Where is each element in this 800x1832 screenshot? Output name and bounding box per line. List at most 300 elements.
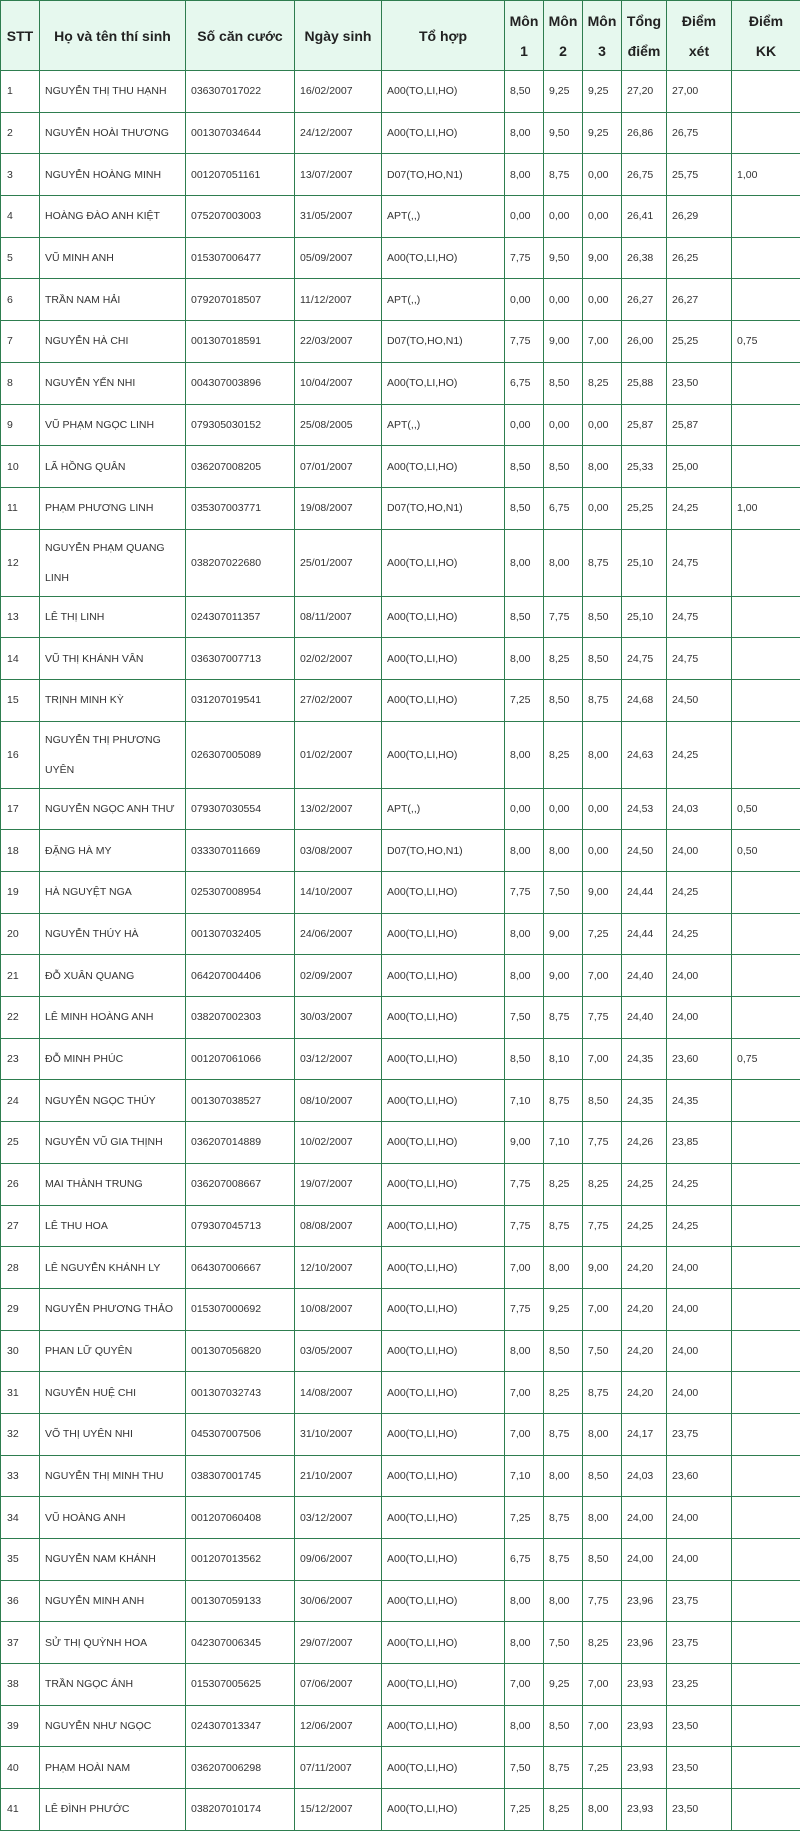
cell-combo: A00(TO,LI,HO) — [382, 446, 505, 488]
cell-diem-kk — [732, 279, 800, 321]
cell-total: 26,38 — [622, 237, 667, 279]
cell-stt: 28 — [1, 1247, 40, 1289]
cell-mon2: 8,75 — [544, 154, 583, 196]
cell-diem-kk — [732, 1789, 800, 1831]
cell-diem-xet: 24,50 — [667, 679, 732, 721]
cell-mon1: 7,75 — [505, 237, 544, 279]
cell-diem-kk — [732, 1080, 800, 1122]
cell-dob: 19/08/2007 — [295, 487, 382, 529]
cell-id-number: 045307007506 — [186, 1413, 295, 1455]
cell-diem-xet: 24,00 — [667, 1330, 732, 1372]
cell-stt: 30 — [1, 1330, 40, 1372]
cell-id-number: 079307030554 — [186, 788, 295, 830]
cell-name: VÕ THỊ UYÊN NHI — [40, 1413, 186, 1455]
cell-combo: A00(TO,LI,HO) — [382, 1413, 505, 1455]
cell-diem-xet: 26,25 — [667, 237, 732, 279]
cell-mon2: 8,75 — [544, 1747, 583, 1789]
cell-total: 24,17 — [622, 1413, 667, 1455]
cell-diem-xet: 24,75 — [667, 638, 732, 680]
cell-mon2: 9,25 — [544, 1664, 583, 1706]
cell-stt: 13 — [1, 596, 40, 638]
cell-combo: A00(TO,LI,HO) — [382, 872, 505, 914]
cell-stt: 11 — [1, 487, 40, 529]
cell-diem-kk — [732, 1288, 800, 1330]
cell-mon3: 7,00 — [583, 1288, 622, 1330]
cell-diem-kk — [732, 1539, 800, 1581]
cell-mon1: 7,75 — [505, 1205, 544, 1247]
cell-mon1: 7,75 — [505, 321, 544, 363]
cell-name: NGUYỄN THỊ THU HẠNH — [40, 71, 186, 113]
cell-combo: A00(TO,LI,HO) — [382, 71, 505, 113]
cell-mon3: 8,25 — [583, 1622, 622, 1664]
cell-stt: 19 — [1, 872, 40, 914]
cell-name: VŨ HOÀNG ANH — [40, 1497, 186, 1539]
cell-mon1: 7,50 — [505, 1747, 544, 1789]
cell-mon3: 8,25 — [583, 362, 622, 404]
cell-stt: 6 — [1, 279, 40, 321]
cell-mon2: 8,25 — [544, 638, 583, 680]
cell-mon1: 8,00 — [505, 154, 544, 196]
cell-combo: A00(TO,LI,HO) — [382, 1122, 505, 1164]
cell-combo: D07(TO,HO,N1) — [382, 487, 505, 529]
cell-mon3: 8,50 — [583, 596, 622, 638]
cell-total: 25,87 — [622, 404, 667, 446]
cell-mon3: 0,00 — [583, 830, 622, 872]
cell-diem-kk — [732, 1330, 800, 1372]
cell-diem-kk — [732, 404, 800, 446]
cell-id-number: 075207003003 — [186, 196, 295, 238]
cell-name: PHAN LỮ QUYÊN — [40, 1330, 186, 1372]
cell-diem-xet: 23,85 — [667, 1122, 732, 1164]
cell-stt: 3 — [1, 154, 40, 196]
cell-stt: 2 — [1, 112, 40, 154]
cell-mon2: 8,75 — [544, 997, 583, 1039]
cell-id-number: 001307056820 — [186, 1330, 295, 1372]
cell-mon3: 0,00 — [583, 279, 622, 321]
cell-mon3: 8,25 — [583, 1163, 622, 1205]
cell-name: NGUYỄN NHƯ NGỌC — [40, 1705, 186, 1747]
cell-name: PHẠM PHƯƠNG LINH — [40, 487, 186, 529]
cell-mon3: 7,75 — [583, 1205, 622, 1247]
cell-id-number: 015307000692 — [186, 1288, 295, 1330]
cell-dob: 25/01/2007 — [295, 529, 382, 596]
cell-combo: APT(,,) — [382, 788, 505, 830]
cell-total: 24,75 — [622, 638, 667, 680]
cell-name: NGUYỄN NAM KHÁNH — [40, 1539, 186, 1581]
cell-id-number: 064307006667 — [186, 1247, 295, 1289]
cell-mon2: 8,25 — [544, 1163, 583, 1205]
cell-stt: 36 — [1, 1580, 40, 1622]
cell-total: 24,35 — [622, 1038, 667, 1080]
cell-total: 24,20 — [622, 1247, 667, 1289]
cell-dob: 10/08/2007 — [295, 1288, 382, 1330]
cell-diem-kk — [732, 679, 800, 721]
cell-name: NGUYỄN HUỆ CHI — [40, 1372, 186, 1414]
cell-mon2: 0,00 — [544, 404, 583, 446]
cell-combo: A00(TO,LI,HO) — [382, 638, 505, 680]
cell-mon1: 7,75 — [505, 1288, 544, 1330]
cell-diem-kk — [732, 112, 800, 154]
cell-name: NGUYỄN NGỌC THÚY — [40, 1080, 186, 1122]
cell-total: 23,93 — [622, 1664, 667, 1706]
cell-diem-xet: 23,50 — [667, 1747, 732, 1789]
cell-dob: 16/02/2007 — [295, 71, 382, 113]
cell-diem-xet: 26,27 — [667, 279, 732, 321]
table-row — [1, 955, 800, 997]
cell-total: 26,27 — [622, 279, 667, 321]
cell-stt: 34 — [1, 1497, 40, 1539]
cell-diem-kk — [732, 1163, 800, 1205]
table-row — [1, 1622, 800, 1664]
cell-combo: D07(TO,HO,N1) — [382, 830, 505, 872]
cell-dob: 11/12/2007 — [295, 279, 382, 321]
cell-diem-kk — [732, 997, 800, 1039]
table-row — [1, 1539, 800, 1581]
cell-id-number: 024307011357 — [186, 596, 295, 638]
cell-total: 24,20 — [622, 1288, 667, 1330]
cell-name: SỬ THỊ QUỲNH HOA — [40, 1622, 186, 1664]
cell-dob: 07/06/2007 — [295, 1664, 382, 1706]
cell-combo: APT(,,) — [382, 196, 505, 238]
cell-mon2: 7,50 — [544, 1622, 583, 1664]
cell-name: ĐỖ MINH PHÚC — [40, 1038, 186, 1080]
cell-mon1: 8,00 — [505, 830, 544, 872]
table-row — [1, 1497, 800, 1539]
cell-total: 27,20 — [622, 71, 667, 113]
cell-diem-xet: 24,25 — [667, 913, 732, 955]
cell-diem-kk — [732, 1122, 800, 1164]
cell-diem-xet: 23,50 — [667, 362, 732, 404]
cell-stt: 33 — [1, 1455, 40, 1497]
cell-mon1: 8,50 — [505, 596, 544, 638]
cell-stt: 5 — [1, 237, 40, 279]
cell-id-number: 001207060408 — [186, 1497, 295, 1539]
header-dob: Ngày sinh — [295, 1, 382, 71]
cell-id-number: 024307013347 — [186, 1705, 295, 1747]
cell-mon3: 0,00 — [583, 154, 622, 196]
cell-name: VŨ THỊ KHÁNH VÂN — [40, 638, 186, 680]
cell-dob: 12/10/2007 — [295, 1247, 382, 1289]
cell-mon3: 7,00 — [583, 1705, 622, 1747]
cell-diem-xet: 23,75 — [667, 1580, 732, 1622]
cell-dob: 24/12/2007 — [295, 112, 382, 154]
cell-name: NGUYỄN THÚY HÀ — [40, 913, 186, 955]
cell-mon1: 8,00 — [505, 913, 544, 955]
cell-diem-kk: 0,50 — [732, 830, 800, 872]
cell-diem-kk: 1,00 — [732, 154, 800, 196]
cell-diem-kk — [732, 638, 800, 680]
cell-mon2: 8,50 — [544, 1705, 583, 1747]
cell-id-number: 036207006298 — [186, 1747, 295, 1789]
cell-mon3: 7,25 — [583, 913, 622, 955]
cell-combo: A00(TO,LI,HO) — [382, 997, 505, 1039]
cell-stt: 7 — [1, 321, 40, 363]
cell-diem-kk — [732, 913, 800, 955]
cell-id-number: 015307006477 — [186, 237, 295, 279]
cell-mon1: 7,75 — [505, 872, 544, 914]
cell-diem-xet: 24,00 — [667, 955, 732, 997]
table-row — [1, 1247, 800, 1289]
cell-combo: D07(TO,HO,N1) — [382, 321, 505, 363]
cell-id-number: 035307003771 — [186, 487, 295, 529]
cell-dob: 03/05/2007 — [295, 1330, 382, 1372]
cell-diem-kk — [732, 1747, 800, 1789]
cell-combo: A00(TO,LI,HO) — [382, 913, 505, 955]
cell-mon2: 0,00 — [544, 788, 583, 830]
cell-id-number: 079307045713 — [186, 1205, 295, 1247]
cell-name: LÊ NGUYỄN KHÁNH LY — [40, 1247, 186, 1289]
cell-diem-xet: 24,03 — [667, 788, 732, 830]
cell-mon1: 0,00 — [505, 196, 544, 238]
cell-id-number: 031207019541 — [186, 679, 295, 721]
cell-mon2: 0,00 — [544, 196, 583, 238]
cell-mon1: 6,75 — [505, 1539, 544, 1581]
cell-mon3: 8,75 — [583, 679, 622, 721]
cell-mon1: 0,00 — [505, 788, 544, 830]
cell-mon2: 9,25 — [544, 71, 583, 113]
cell-mon1: 7,10 — [505, 1080, 544, 1122]
cell-mon3: 7,75 — [583, 1122, 622, 1164]
cell-mon3: 9,00 — [583, 1247, 622, 1289]
cell-diem-xet: 26,75 — [667, 112, 732, 154]
cell-mon1: 7,00 — [505, 1372, 544, 1414]
cell-total: 26,41 — [622, 196, 667, 238]
cell-mon3: 8,75 — [583, 529, 622, 596]
cell-mon1: 7,25 — [505, 679, 544, 721]
cell-name: NGUYỄN VŨ GIA THỊNH — [40, 1122, 186, 1164]
cell-mon3: 7,50 — [583, 1330, 622, 1372]
cell-diem-kk: 0,75 — [732, 321, 800, 363]
cell-diem-xet: 25,75 — [667, 154, 732, 196]
cell-dob: 25/08/2005 — [295, 404, 382, 446]
cell-diem-xet: 24,00 — [667, 1497, 732, 1539]
cell-mon3: 0,00 — [583, 196, 622, 238]
cell-stt: 23 — [1, 1038, 40, 1080]
cell-id-number: 064207004406 — [186, 955, 295, 997]
cell-id-number: 001307034644 — [186, 112, 295, 154]
cell-mon3: 8,75 — [583, 1372, 622, 1414]
cell-mon1: 6,75 — [505, 362, 544, 404]
table-row — [1, 872, 800, 914]
cell-id-number: 036207008667 — [186, 1163, 295, 1205]
cell-mon2: 9,50 — [544, 112, 583, 154]
table-row — [1, 997, 800, 1039]
cell-name: ĐỖ XUÂN QUANG — [40, 955, 186, 997]
cell-diem-xet: 24,00 — [667, 830, 732, 872]
cell-diem-kk: 1,00 — [732, 487, 800, 529]
cell-combo: A00(TO,LI,HO) — [382, 1705, 505, 1747]
table-row — [1, 112, 800, 154]
cell-dob: 13/02/2007 — [295, 788, 382, 830]
cell-name: NGUYỄN PHẠM QUANG LINH — [40, 529, 186, 596]
table-row — [1, 1288, 800, 1330]
cell-mon1: 7,25 — [505, 1497, 544, 1539]
cell-total: 25,25 — [622, 487, 667, 529]
cell-diem-xet: 24,25 — [667, 1163, 732, 1205]
cell-diem-xet: 23,60 — [667, 1455, 732, 1497]
cell-diem-xet: 24,75 — [667, 529, 732, 596]
cell-dob: 30/06/2007 — [295, 1580, 382, 1622]
cell-mon3: 9,25 — [583, 71, 622, 113]
cell-id-number: 079207018507 — [186, 279, 295, 321]
cell-mon2: 0,00 — [544, 279, 583, 321]
cell-combo: A00(TO,LI,HO) — [382, 1247, 505, 1289]
table-row — [1, 237, 800, 279]
cell-dob: 24/06/2007 — [295, 913, 382, 955]
cell-id-number: 036307017022 — [186, 71, 295, 113]
cell-mon2: 8,25 — [544, 1372, 583, 1414]
cell-diem-kk — [732, 1622, 800, 1664]
cell-combo: A00(TO,LI,HO) — [382, 1622, 505, 1664]
cell-id-number: 038207022680 — [186, 529, 295, 596]
cell-total: 24,03 — [622, 1455, 667, 1497]
cell-diem-kk — [732, 1413, 800, 1455]
cell-mon2: 8,75 — [544, 1205, 583, 1247]
cell-name: HOÀNG ĐÀO ANH KIỆT — [40, 196, 186, 238]
table-row — [1, 913, 800, 955]
cell-mon3: 8,50 — [583, 1455, 622, 1497]
cell-diem-xet: 24,00 — [667, 1372, 732, 1414]
cell-stt: 18 — [1, 830, 40, 872]
cell-combo: A00(TO,LI,HO) — [382, 1539, 505, 1581]
cell-id-number: 001207061066 — [186, 1038, 295, 1080]
cell-diem-xet: 24,25 — [667, 872, 732, 914]
cell-dob: 10/04/2007 — [295, 362, 382, 404]
cell-total: 24,00 — [622, 1539, 667, 1581]
cell-id-number: 015307005625 — [186, 1664, 295, 1706]
cell-mon2: 9,00 — [544, 321, 583, 363]
cell-dob: 03/12/2007 — [295, 1038, 382, 1080]
cell-id-number: 042307006345 — [186, 1622, 295, 1664]
cell-combo: A00(TO,LI,HO) — [382, 237, 505, 279]
cell-name: TRẦN NAM HẢI — [40, 279, 186, 321]
cell-dob: 22/03/2007 — [295, 321, 382, 363]
cell-combo: A00(TO,LI,HO) — [382, 1789, 505, 1831]
cell-mon3: 7,25 — [583, 1747, 622, 1789]
cell-dob: 03/08/2007 — [295, 830, 382, 872]
cell-total: 24,35 — [622, 1080, 667, 1122]
cell-diem-xet: 24,00 — [667, 1247, 732, 1289]
cell-stt: 8 — [1, 362, 40, 404]
cell-mon3: 0,00 — [583, 788, 622, 830]
cell-total: 25,10 — [622, 529, 667, 596]
cell-name: NGUYỄN MINH ANH — [40, 1580, 186, 1622]
cell-combo: A00(TO,LI,HO) — [382, 1205, 505, 1247]
cell-diem-kk — [732, 1455, 800, 1497]
cell-combo: APT(,,) — [382, 279, 505, 321]
cell-dob: 31/10/2007 — [295, 1413, 382, 1455]
cell-stt: 17 — [1, 788, 40, 830]
table-row — [1, 1080, 800, 1122]
cell-mon2: 8,25 — [544, 1789, 583, 1831]
cell-stt: 27 — [1, 1205, 40, 1247]
cell-stt: 25 — [1, 1122, 40, 1164]
table-row — [1, 71, 800, 113]
cell-stt: 16 — [1, 721, 40, 788]
cell-name: NGUYỄN THỊ PHƯƠNG UYÊN — [40, 721, 186, 788]
table-row — [1, 196, 800, 238]
header-mon3: Môn 3 — [583, 1, 622, 71]
cell-id-number: 036207008205 — [186, 446, 295, 488]
table-row — [1, 446, 800, 488]
cell-combo: A00(TO,LI,HO) — [382, 721, 505, 788]
table-row — [1, 362, 800, 404]
cell-diem-kk — [732, 446, 800, 488]
cell-mon1: 8,00 — [505, 1622, 544, 1664]
cell-dob: 27/02/2007 — [295, 679, 382, 721]
cell-mon1: 9,00 — [505, 1122, 544, 1164]
cell-total: 23,93 — [622, 1747, 667, 1789]
cell-mon2: 9,50 — [544, 237, 583, 279]
cell-stt: 12 — [1, 529, 40, 596]
cell-stt: 14 — [1, 638, 40, 680]
table-row — [1, 1205, 800, 1247]
cell-diem-xet: 23,25 — [667, 1664, 732, 1706]
cell-total: 24,68 — [622, 679, 667, 721]
cell-diem-kk: 0,75 — [732, 1038, 800, 1080]
cell-dob: 13/07/2007 — [295, 154, 382, 196]
cell-combo: A00(TO,LI,HO) — [382, 112, 505, 154]
cell-mon1: 7,25 — [505, 1789, 544, 1831]
cell-total: 25,10 — [622, 596, 667, 638]
table-row — [1, 788, 800, 830]
cell-dob: 09/06/2007 — [295, 1539, 382, 1581]
header-id-number: Số căn cước — [186, 1, 295, 71]
cell-mon2: 7,50 — [544, 872, 583, 914]
cell-id-number: 038207002303 — [186, 997, 295, 1039]
cell-mon1: 7,00 — [505, 1247, 544, 1289]
table-row — [1, 1789, 800, 1831]
cell-total: 24,40 — [622, 997, 667, 1039]
cell-dob: 08/08/2007 — [295, 1205, 382, 1247]
cell-mon1: 0,00 — [505, 404, 544, 446]
cell-stt: 29 — [1, 1288, 40, 1330]
cell-dob: 03/12/2007 — [295, 1497, 382, 1539]
cell-total: 24,25 — [622, 1163, 667, 1205]
cell-name: NGUYỄN HOÀI THƯƠNG — [40, 112, 186, 154]
cell-stt: 1 — [1, 71, 40, 113]
cell-mon3: 0,00 — [583, 487, 622, 529]
cell-name: LÃ HỒNG QUÂN — [40, 446, 186, 488]
cell-mon1: 7,00 — [505, 1664, 544, 1706]
table-row — [1, 487, 800, 529]
table-row — [1, 154, 800, 196]
cell-diem-xet: 24,00 — [667, 997, 732, 1039]
cell-id-number: 036307007713 — [186, 638, 295, 680]
cell-mon3: 8,00 — [583, 1497, 622, 1539]
cell-dob: 31/05/2007 — [295, 196, 382, 238]
cell-combo: A00(TO,LI,HO) — [382, 1163, 505, 1205]
cell-mon2: 8,50 — [544, 679, 583, 721]
cell-total: 24,20 — [622, 1372, 667, 1414]
cell-combo: A00(TO,LI,HO) — [382, 1080, 505, 1122]
cell-mon3: 9,00 — [583, 237, 622, 279]
header-combo: Tổ hợp — [382, 1, 505, 71]
cell-dob: 10/02/2007 — [295, 1122, 382, 1164]
cell-total: 23,96 — [622, 1622, 667, 1664]
cell-name: ĐẶNG HÀ MY — [40, 830, 186, 872]
cell-diem-xet: 23,75 — [667, 1413, 732, 1455]
cell-diem-xet: 27,00 — [667, 71, 732, 113]
cell-total: 26,75 — [622, 154, 667, 196]
table-row — [1, 1330, 800, 1372]
cell-mon1: 8,50 — [505, 487, 544, 529]
cell-name: NGUYỄN PHƯƠNG THẢO — [40, 1288, 186, 1330]
cell-total: 24,26 — [622, 1122, 667, 1164]
cell-diem-xet: 23,50 — [667, 1705, 732, 1747]
cell-dob: 02/02/2007 — [295, 638, 382, 680]
cell-diem-xet: 23,50 — [667, 1789, 732, 1831]
